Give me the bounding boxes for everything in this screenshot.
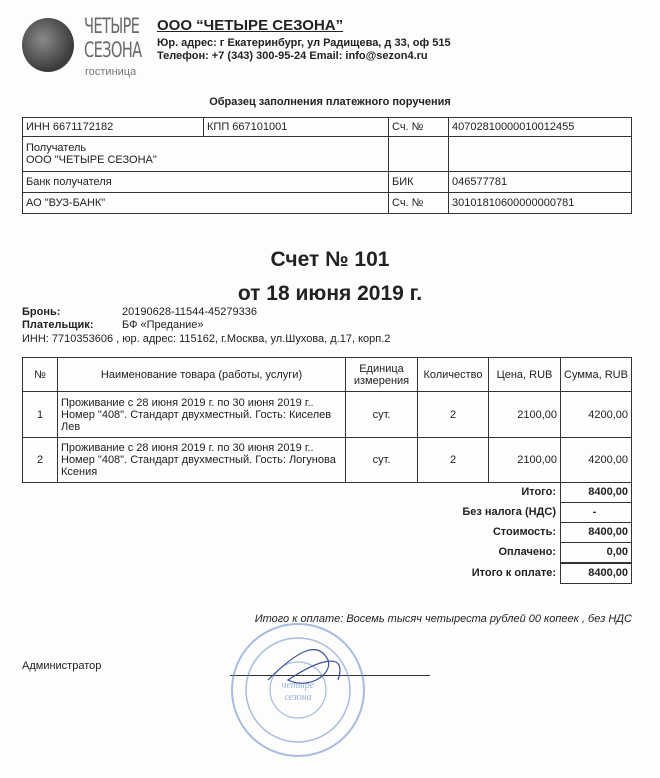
due-row: Итого к оплате: 8400,00 [330,563,632,584]
account-number: 40702810000010012455 [449,118,632,137]
bank-label: Банк получателя [23,172,389,193]
recipient: Получатель ООО "ЧЕТЫРЕ СЕЗОНА" [23,137,389,172]
account-label: Сч. № [389,118,449,137]
cost-row: Стоимость: 8400,00 [330,522,632,543]
corr-account: 30101810600000000781 [449,193,632,214]
logo-subtitle: гостиница [85,66,137,78]
items-table [22,357,632,483]
booking: Бронь: 20190628-11544-45279336 [22,306,257,318]
table-row: 1 Проживание с 28 июня 2019 г. по 30 июня 2019 г.. Номер "408". Стандарт двухместный. Гость: Киселев Лев сут. 2 2100,00 4200,00 [23,392,632,438]
total-row: Итого: 8400,00 [330,482,632,503]
admin-label: Администратор [22,660,102,672]
kpp: КПП 667101001 [204,118,389,137]
invoice-title: Счет № 101 [270,248,390,271]
logo-text: ЧЕТЫРЕ СЕЗОНА [84,14,142,62]
col-number: № [23,358,58,392]
bank-name: АО "ВУЗ-БАНК" [23,193,389,214]
col-price: Цена, RUB [489,358,561,392]
col-sum: Сумма, RUB [561,358,632,392]
payer: Плательщик: БФ «Предание» [22,319,204,331]
payer-details: ИНН: 7710353606 , юр. адрес: 115162, г.Москва, ул.Шухова, д.17, корп.2 [22,333,391,345]
signature [268,650,340,684]
company-contacts: Телефон: +7 (343) 300-95-24 Email: info@sezon4.ru [157,50,428,62]
amount-in-words: Итого к оплате: Восемь тысяч четыреста рублей 00 копеек , без НДС [254,613,632,625]
svg-text:четыре: четыре [281,680,315,691]
payment-sample-title: Образец заполнения платежного поручения [209,96,451,108]
inn: ИНН 6671172182 [23,118,204,137]
paid-row: Оплачено: 0,00 [330,542,632,563]
corr-label: Сч. № [389,193,449,214]
company-address: Юр. адрес: г Екатеринбург, ул Радищева, д 33, оф 515 [157,37,451,49]
bik-label: БИК [389,172,449,193]
bank-details-table [22,117,632,214]
col-name: Наименование товара (работы, услуги) [58,358,346,392]
col-qty: Количество [418,358,489,392]
bik: 046577781 [449,172,632,193]
table-row: 2 Проживание с 28 июня 2019 г. по 30 июня 2019 г.. Номер "408". Стандарт двухместный. Гость: Логунова Ксения сут. 2 2100,00 4200,00 [23,438,632,483]
company-name: ООО “ЧЕТЫРЕ СЕЗОНА” [157,17,344,34]
logo-emblem [22,18,74,72]
invoice-date: от 18 июня 2019 г. [237,282,423,305]
col-unit: Единица измерения [346,358,418,392]
svg-text:сезона: сезона [284,692,312,703]
stamp-seal [228,620,368,760]
tax-row: Без налога (НДС) - [330,502,632,523]
